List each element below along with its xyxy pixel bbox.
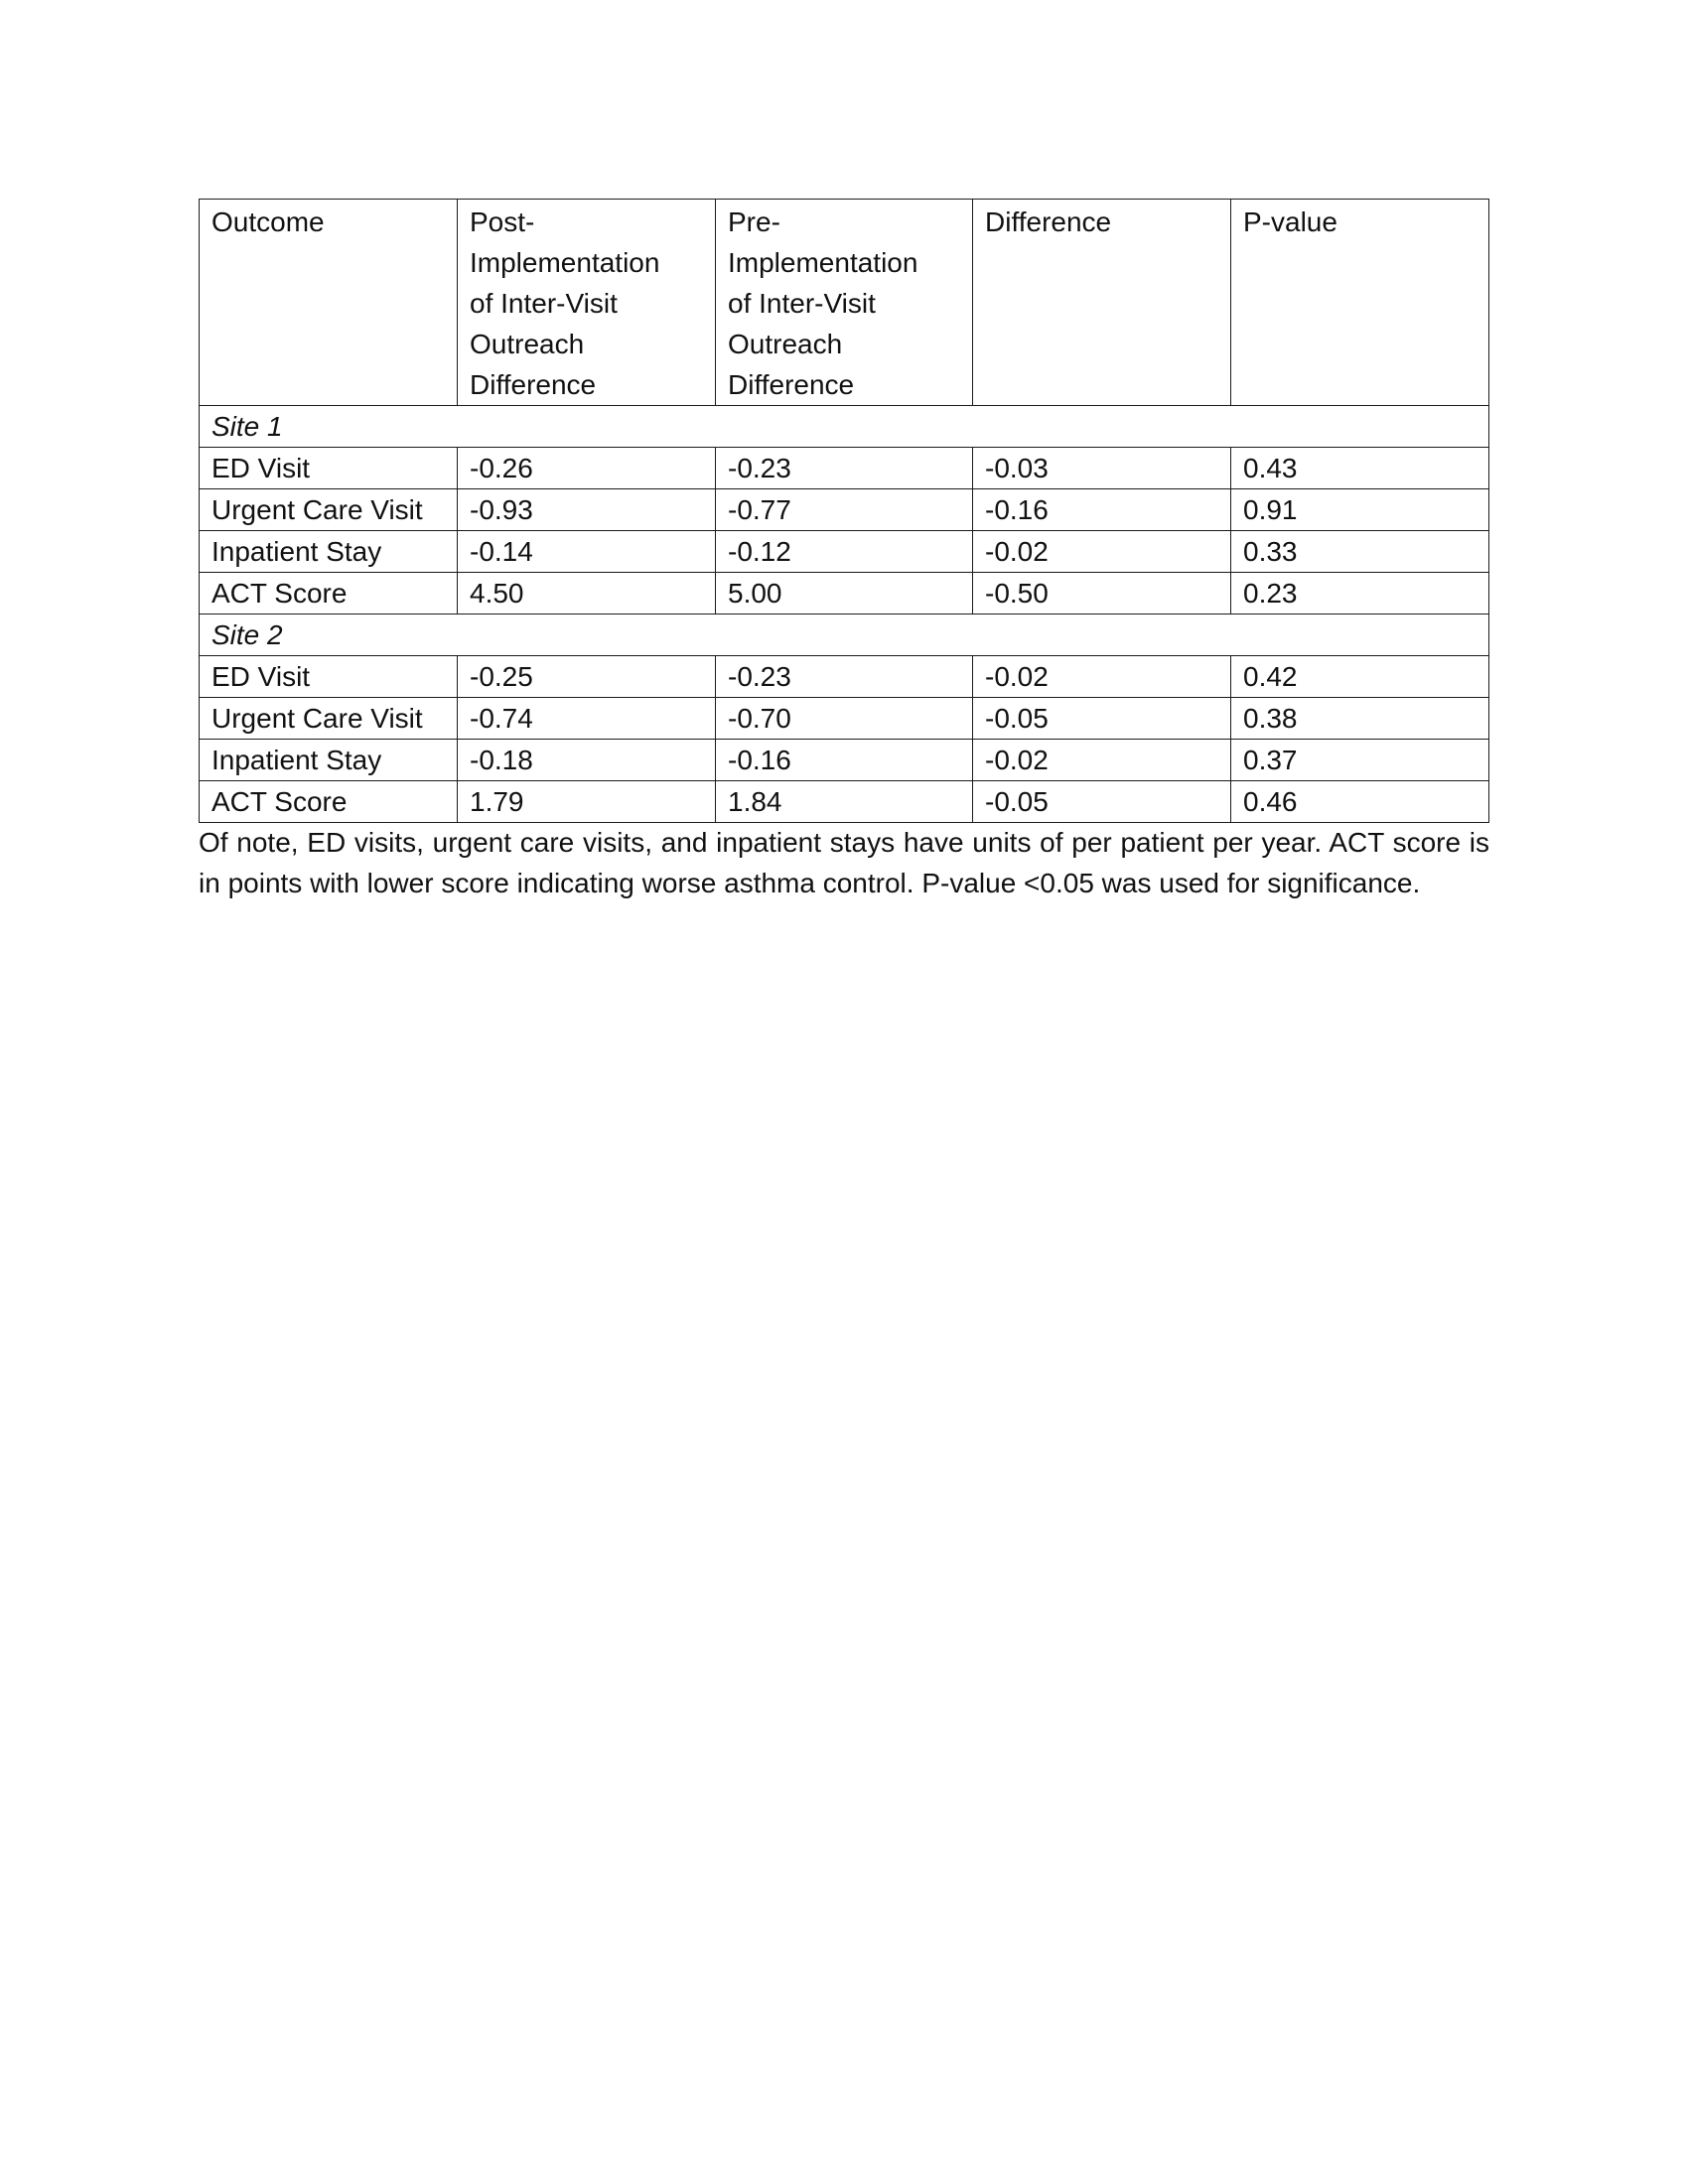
header-line: P-value bbox=[1243, 206, 1337, 237]
cell-difference: -0.05 bbox=[973, 781, 1231, 823]
header-line: Outcome bbox=[211, 206, 325, 237]
header-line: of Inter-Visit bbox=[470, 288, 618, 319]
cell-outcome: ACT Score bbox=[200, 781, 458, 823]
header-line: of Inter-Visit bbox=[728, 288, 876, 319]
header-line: Implementation bbox=[728, 247, 918, 278]
cell-p-value: 0.38 bbox=[1231, 698, 1489, 740]
cell-p-value: 0.23 bbox=[1231, 573, 1489, 614]
cell-p-value: 0.91 bbox=[1231, 489, 1489, 531]
cell-difference: -0.02 bbox=[973, 740, 1231, 781]
table-row bbox=[200, 656, 1489, 698]
cell-outcome: Urgent Care Visit bbox=[200, 698, 458, 740]
cell-post-difference: 4.50 bbox=[458, 573, 716, 614]
cell-post-difference: -0.25 bbox=[458, 656, 716, 698]
table-body bbox=[200, 406, 1489, 823]
cell-pre-difference: -0.77 bbox=[716, 489, 973, 531]
table-row bbox=[200, 489, 1489, 531]
table-row bbox=[200, 448, 1489, 489]
section-label: Site 1 bbox=[200, 406, 1489, 448]
cell-post-difference: -0.26 bbox=[458, 448, 716, 489]
table-row bbox=[200, 573, 1489, 614]
header-line: Outreach bbox=[470, 329, 585, 359]
section-label: Site 2 bbox=[200, 614, 1489, 656]
cell-p-value: 0.42 bbox=[1231, 656, 1489, 698]
section-row bbox=[200, 406, 1489, 448]
section-row bbox=[200, 614, 1489, 656]
cell-p-value: 0.37 bbox=[1231, 740, 1489, 781]
header-line: Outreach bbox=[728, 329, 843, 359]
table-row bbox=[200, 740, 1489, 781]
header-line: Difference bbox=[470, 369, 597, 400]
header-line: Difference bbox=[728, 369, 855, 400]
header-line: Implementation bbox=[470, 247, 660, 278]
table-row bbox=[200, 781, 1489, 823]
cell-outcome: ED Visit bbox=[200, 656, 458, 698]
cell-pre-difference: 1.84 bbox=[716, 781, 973, 823]
results-table bbox=[199, 199, 1489, 823]
table-row bbox=[200, 531, 1489, 573]
cell-pre-difference: 5.00 bbox=[716, 573, 973, 614]
header-outcome bbox=[200, 200, 458, 406]
cell-post-difference: 1.79 bbox=[458, 781, 716, 823]
cell-outcome: Inpatient Stay bbox=[200, 531, 458, 573]
header-row bbox=[200, 200, 1489, 406]
cell-pre-difference: -0.12 bbox=[716, 531, 973, 573]
cell-difference: -0.05 bbox=[973, 698, 1231, 740]
cell-difference: -0.03 bbox=[973, 448, 1231, 489]
header-pre-implementation bbox=[716, 200, 973, 406]
cell-post-difference: -0.74 bbox=[458, 698, 716, 740]
cell-p-value: 0.33 bbox=[1231, 531, 1489, 573]
cell-pre-difference: -0.70 bbox=[716, 698, 973, 740]
cell-outcome: ACT Score bbox=[200, 573, 458, 614]
cell-post-difference: -0.18 bbox=[458, 740, 716, 781]
header-post-implementation bbox=[458, 200, 716, 406]
cell-difference: -0.02 bbox=[973, 531, 1231, 573]
table-row bbox=[200, 698, 1489, 740]
cell-post-difference: -0.93 bbox=[458, 489, 716, 531]
cell-difference: -0.16 bbox=[973, 489, 1231, 531]
header-line: Post- bbox=[470, 206, 535, 237]
cell-pre-difference: -0.23 bbox=[716, 448, 973, 489]
cell-post-difference: -0.14 bbox=[458, 531, 716, 573]
cell-outcome: Urgent Care Visit bbox=[200, 489, 458, 531]
cell-p-value: 0.43 bbox=[1231, 448, 1489, 489]
header-p-value bbox=[1231, 200, 1489, 406]
cell-outcome: ED Visit bbox=[200, 448, 458, 489]
cell-p-value: 0.46 bbox=[1231, 781, 1489, 823]
cell-difference: -0.02 bbox=[973, 656, 1231, 698]
table-footnote: Of note, ED visits, urgent care visits, and inpatient stays have units of per patient per year. ACT score is in points with lower score indicating worse asthma control. P-value <0.05 was used for significance. bbox=[199, 827, 1489, 898]
cell-difference: -0.50 bbox=[973, 573, 1231, 614]
header-line: Pre- bbox=[728, 206, 780, 237]
header-difference bbox=[973, 200, 1231, 406]
header-line: Difference bbox=[985, 206, 1112, 237]
cell-pre-difference: -0.23 bbox=[716, 656, 973, 698]
cell-pre-difference: -0.16 bbox=[716, 740, 973, 781]
cell-outcome: Inpatient Stay bbox=[200, 740, 458, 781]
